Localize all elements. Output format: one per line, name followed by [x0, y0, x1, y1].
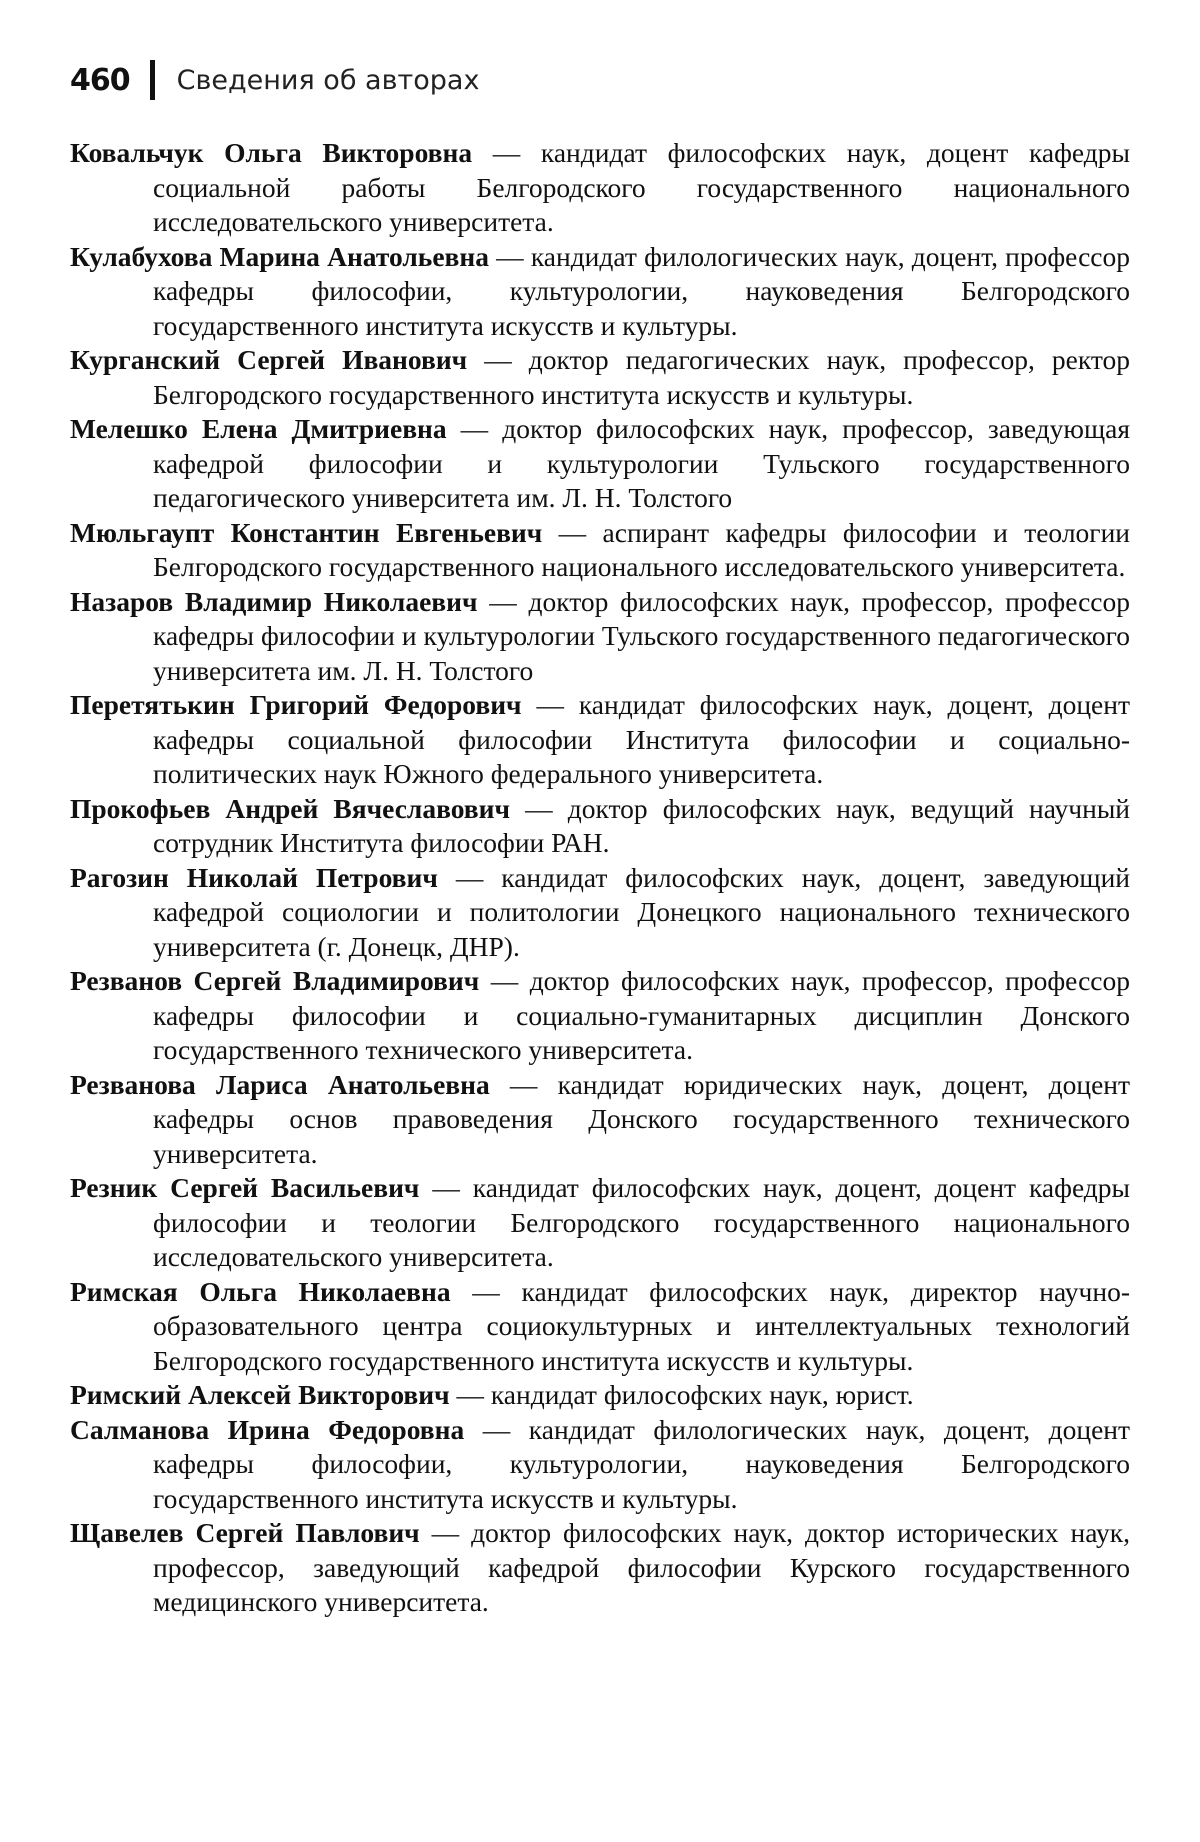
author-name: Кулабухова Марина Анатольевна	[70, 240, 489, 272]
page-number: 460	[70, 62, 130, 98]
author-description: кандидат юридических наук, доцент, доцент кафедры основ правоведения Донского государственного технического университета.	[153, 1068, 1131, 1169]
author-entry: Назаров Владимир Николаевич — доктор философских наук, профессор, профессор кафедры философии и культурологии Тульского государственного педагогического университета им. Л. Н. Толстого	[70, 585, 1131, 686]
author-name: Резванова Лариса Анатольевна	[70, 1068, 490, 1100]
author-description: кандидат философских наук, доцент, заведующий кафедрой социологии и политологии Донецкого национального технического университета (г. Донецк, ДНР).	[153, 861, 1130, 962]
author-description: доктор философских наук, доктор исторических наук, профессор, заведующий кафедрой философии Курского государственного медицинского университета.	[153, 1517, 1130, 1617]
author-entry: Римская Ольга Николаевна — кандидат философских наук, директор научно-образовательного центра социокультурных и интеллектуальных технологий Белгородского государственного института искусств и культуры.	[70, 1275, 1130, 1376]
author-description: кандидат философских наук, доцент кафедры социальной работы Белгородского государственного национального исследовательского университета.	[153, 137, 1130, 237]
author-entry: Резванов Сергей Владимирович — доктор философских наук, профессор, профессор кафедры философии и социально-гуманитарных дисциплин Донского государственного технического университета.	[70, 965, 1130, 1065]
section-title: Сведения об авторах	[176, 64, 480, 96]
author-name: Назаров Владимир Николаевич	[70, 585, 478, 617]
author-description: аспирант кафедры философии и теологии Белгородского государственного национального исследовательского университета.	[153, 516, 1131, 582]
author-name: Резванов Сергей Владимирович	[70, 965, 480, 996]
author-entry: Кулабухова Марина Анатольевна — кандидат филологических наук, доцент, профессор кафедры философии, культурологии, науковедения Белгородского государственного института искусств и культуры.	[70, 240, 1130, 341]
author-name: Резник Сергей Васильевич	[70, 1172, 420, 1203]
author-description: кандидат философских наук, доцент, доцент кафедры философии и теологии Белгородского государственного национального исследовательского университета.	[153, 1172, 1130, 1272]
author-name: Римский Алексей Викторович	[70, 1379, 450, 1410]
header-divider	[150, 60, 155, 100]
author-entry: Курганский Сергей Иванович — доктор педагогических наук, профессор, ректор Белгородского государственного института искусств и культуры.	[70, 344, 1130, 410]
author-description: кандидат филологических наук, доцент, доцент кафедры философии, культурологии, науковедения Белгородского государственного института искусств и культуры.	[153, 1413, 1131, 1514]
author-name: Салманова Ирина Федоровна	[70, 1413, 465, 1445]
author-entry: Римский Алексей Викторович — кандидат философских наук, юрист.	[70, 1379, 914, 1410]
author-description: доктор философских наук, ведущий научный сотрудник Института философии РАН.	[153, 792, 1131, 858]
author-name: Мюльгаупт Константин Евгеньевич	[70, 516, 543, 548]
author-name: Перетятькин Григорий Федорович	[70, 689, 522, 720]
author-list	[70, 136, 1130, 1620]
author-entry: Перетятькин Григорий Федорович — кандидат философских наук, доцент, доцент кафедры социальной философии Института философии и социально-политических наук Южного федерального университета.	[70, 689, 1131, 789]
author-entry: Резванова Лариса Анатольевна — кандидат юридических наук, доцент, доцент кафедры основ правоведения Донского государственного технического университета.	[70, 1068, 1131, 1169]
author-description: доктор философских наук, профессор, заведующая кафедрой философии и культурологии Тульского государственного педагогического университета им. Л. Н. Толстого	[153, 413, 1130, 513]
author-name: Прокофьев Андрей Вячеславович	[70, 792, 511, 824]
author-entry: Салманова Ирина Федоровна — кандидат филологических наук, доцент, доцент кафедры философии, культурологии, науковедения Белгородского государственного института искусств и культуры.	[70, 1413, 1131, 1514]
author-description: кандидат философских наук, директор научно-образовательного центра социокультурных и интеллектуальных технологий Белгородского государственного института искусств и культуры.	[153, 1275, 1130, 1376]
author-name: Римская Ольга Николаевна	[70, 1275, 451, 1307]
author-entry: Щавелев Сергей Павлович — доктор философских наук, доктор исторических наук, профессор, заведующий кафедрой философии Курского государственного медицинского университета.	[70, 1517, 1130, 1617]
author-entry: Резник Сергей Васильевич — кандидат философских наук, доцент, доцент кафедры философии и теологии Белгородского государственного национального исследовательского университета.	[70, 1172, 1130, 1272]
author-description: доктор педагогических наук, профессор, ректор Белгородского государственного института искусств и культуры.	[153, 344, 1130, 410]
author-entry: Рагозин Николай Петрович — кандидат философских наук, доцент, заведующий кафедрой социологии и политологии Донецкого национального технического университета (г. Донецк, ДНР).	[70, 861, 1130, 962]
author-description: доктор философских наук, профессор, профессор кафедры философии и культурологии Тульского государственного педагогического университета им. Л. Н. Толстого	[153, 585, 1131, 686]
author-entry: Прокофьев Андрей Вячеславович — доктор философских наук, ведущий научный сотрудник Института философии РАН.	[70, 792, 1131, 858]
author-description: кандидат философских наук, юрист.	[490, 1379, 914, 1410]
page-header	[70, 58, 479, 102]
author-name: Мелешко Елена Дмитриевна	[70, 413, 447, 444]
author-description: кандидат филологических наук, доцент, профессор кафедры философии, культурологии, науковедения Белгородского государственного института искусств и культуры.	[153, 240, 1130, 341]
author-name: Ковальчук Ольга Викторовна	[70, 137, 473, 168]
author-entry: Мюльгаупт Константин Евгеньевич — аспирант кафедры философии и теологии Белгородского государственного национального исследовательского университета.	[70, 516, 1131, 582]
author-name: Курганский Сергей Иванович	[70, 344, 468, 375]
author-description: кандидат философских наук, доцент, доцент кафедры социальной философии Института философии и социально-политических наук Южного федерального университета.	[153, 689, 1131, 789]
author-description: доктор философских наук, профессор, профессор кафедры философии и социально-гуманитарных дисциплин Донского государственного технического университета.	[153, 965, 1130, 1065]
author-entry: Ковальчук Ольга Викторовна — кандидат философских наук, доцент кафедры социальной работы Белгородского государственного национального исследовательского университета.	[70, 137, 1130, 237]
author-entry: Мелешко Елена Дмитриевна — доктор философских наук, профессор, заведующая кафедрой философии и культурологии Тульского государственного педагогического университета им. Л. Н. Толстого	[70, 413, 1130, 513]
author-name: Щавелев Сергей Павлович	[70, 1517, 420, 1548]
author-name: Рагозин Николай Петрович	[70, 861, 438, 893]
